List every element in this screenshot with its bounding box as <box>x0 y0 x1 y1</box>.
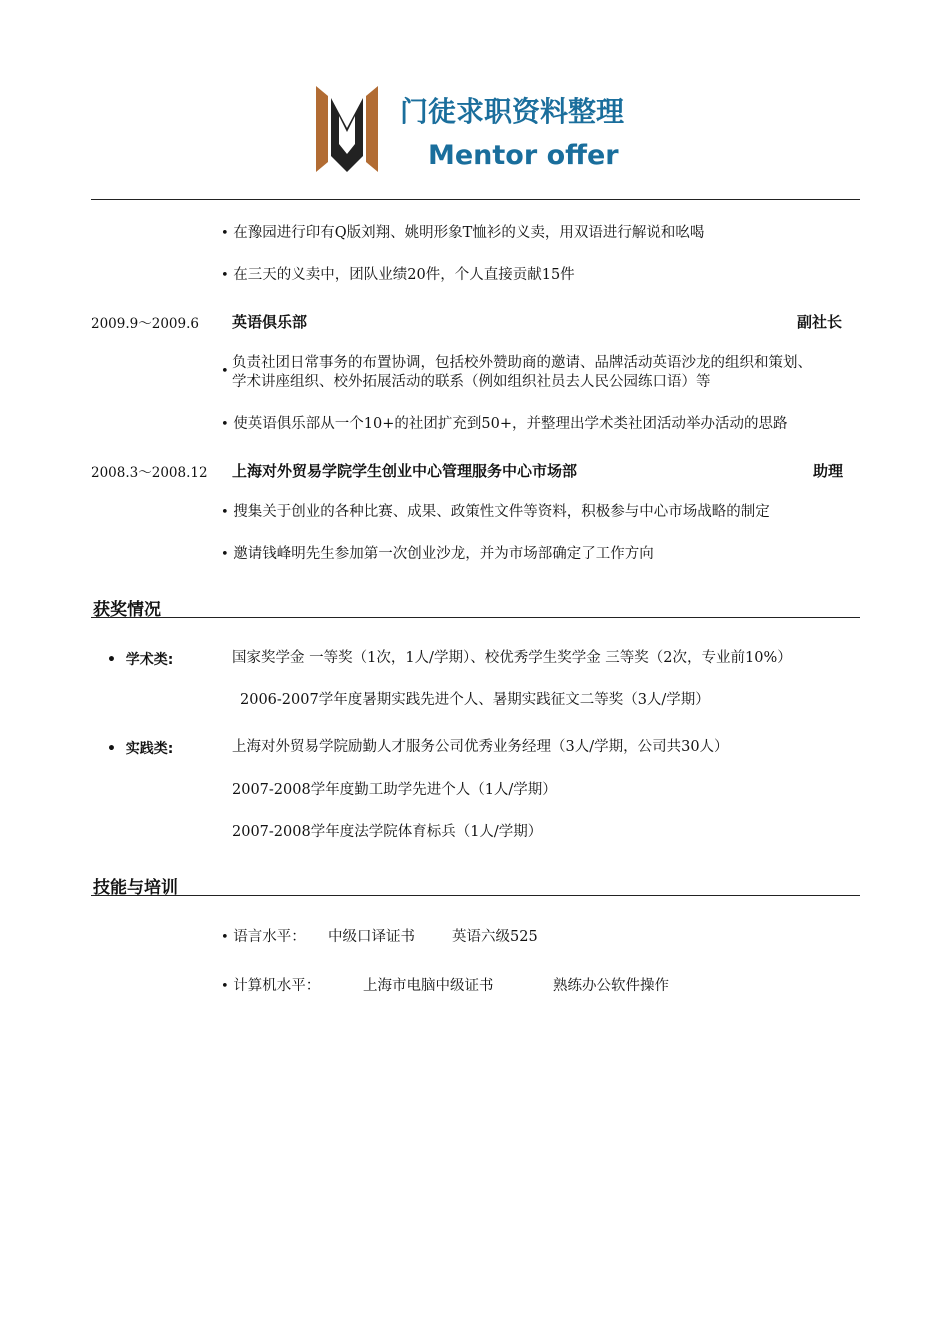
section-divider <box>91 617 860 618</box>
header-divider <box>91 199 860 200</box>
entry-role: 副社长 <box>797 313 843 331</box>
award-line: 2007-2008学年度法学院体育标兵（1人/学期） <box>232 824 543 840</box>
award-line: 国家奖学金 一等奖（1次，1人/学期）、校优秀学生奖学金 三等奖（2次，专业前10%） <box>232 650 792 666</box>
entry-org: 英语俱乐部 <box>232 313 308 331</box>
activity-bullet: • 在豫园进行印有Q版刘翔、姚明形象T恤衫的义卖，用双语进行解说和吆喝 <box>221 225 705 241</box>
entry-date: 2009.9～2009.6 <box>91 316 199 332</box>
skill-item: 熟练办公软件操作 <box>553 978 669 994</box>
entry-org: 上海对外贸易学院学生创业中心管理服务中心市场部 <box>232 462 578 480</box>
entry-role: 助理 <box>813 462 844 480</box>
section-heading-awards: 获奖情况 <box>93 600 161 620</box>
entry-bullet: • 使英语俱乐部从一个10+的社团扩充到50+，并整理出学术类社团活动举办活动的思路 <box>221 416 788 432</box>
award-category: • 学术类: <box>107 652 174 668</box>
entry-bullet: • 搜集关于创业的各种比赛、成果、政策性文件等资料，积极参与中心市场战略的制定 <box>221 504 770 520</box>
bullet-icon: • <box>221 364 229 379</box>
logo-title-cn: 门徒求职资料整理 <box>400 95 625 128</box>
award-line: 2006-2007学年度暑期实践先进个人、暑期实践征文二等奖（3人/学期） <box>240 692 710 708</box>
section-divider <box>91 895 860 896</box>
entry-bullet: • 邀请钱峰明先生参加第一次创业沙龙，并为市场部确定了工作方向 <box>221 546 654 562</box>
entry-bullet-line: 负责社团日常事务的布置协调，包括校外赞助商的邀请、品牌活动英语沙龙的组织和策划、 <box>232 355 812 371</box>
entry-date: 2008.3～2008.12 <box>91 465 208 481</box>
mentor-logo-icon <box>312 82 384 174</box>
skill-item: 上海市电脑中级证书 <box>363 978 494 994</box>
award-category: • 实践类: <box>107 741 174 757</box>
award-line: 2007-2008学年度勤工助学先进个人（1人/学期） <box>232 782 557 798</box>
award-line: 上海对外贸易学院励勤人才服务公司优秀业务经理（3人/学期，公司共30人） <box>232 739 729 755</box>
entry-bullet-line: 学术讲座组织、校外拓展活动的联系（例如组织社员去人民公园练口语）等 <box>232 374 711 390</box>
activity-bullet: • 在三天的义卖中，团队业绩20件，个人直接贡献15件 <box>221 267 575 283</box>
skill-item: 中级口译证书 <box>328 929 415 945</box>
skill-item: 英语六级525 <box>452 929 538 945</box>
logo-title-en: Mentor offer <box>428 140 619 171</box>
skill-row-language: • 语言水平： <box>221 929 306 945</box>
section-heading-skills: 技能与培训 <box>93 878 178 898</box>
skill-row-computer: • 计算机水平： <box>221 978 321 994</box>
